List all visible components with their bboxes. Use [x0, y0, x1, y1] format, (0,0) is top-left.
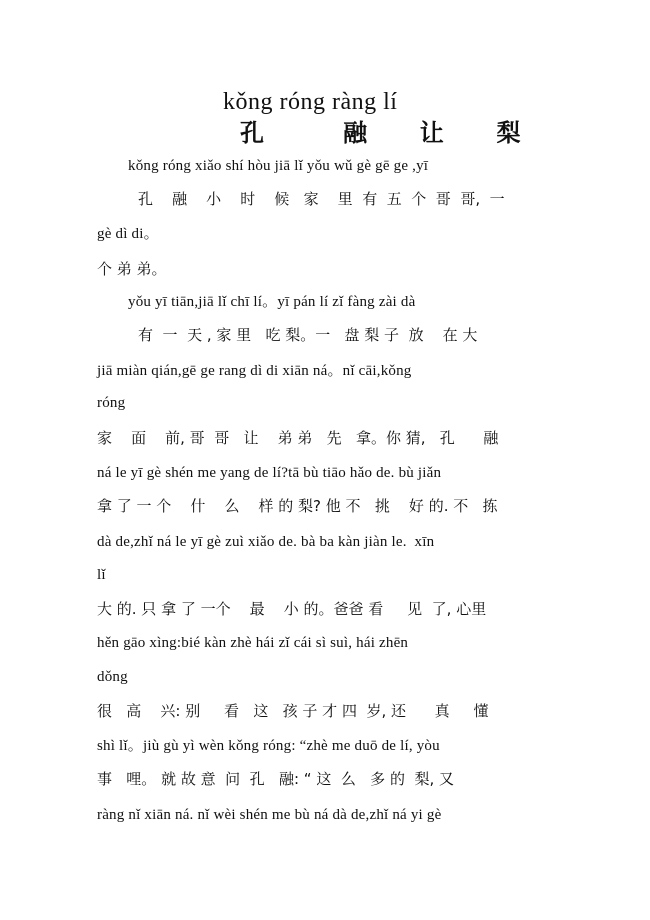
text-line-pinyin: ná le yī gè shén me yang de lí?tā bù tiāo hǎo de. bù jiǎn: [97, 465, 442, 481]
text-line-pinyin: kǒng róng xiǎo shí hòu jiā lǐ yǒu wǔ gè gē ge ,yī: [128, 158, 429, 174]
text-line-pinyin: dà de,zhǐ ná le yī gè zuì xiǎo de. bà ba kàn jiàn le. xīn: [97, 534, 435, 550]
text-line-pinyin: ràng nǐ xiān ná. nǐ wèi shén me bù ná dà de,zhǐ ná yi gè: [97, 807, 442, 823]
text-line-hanzi: 家 面 前, 哥 哥 让 弟 弟 先 拿。你 猜, 孔 融: [97, 429, 499, 447]
text-line-hanzi: 很 高 兴: 别 看 这 孩 子 才 四 岁, 还 真 懂: [97, 702, 489, 720]
text-line-pinyin: lǐ: [97, 567, 106, 583]
text-line-hanzi: 大 的. 只 拿 了 一个 最 小 的。爸爸 看 见 了, 心里: [97, 600, 487, 618]
text-line-pinyin: dǒng: [97, 669, 128, 685]
text-line-pinyin: gè dì di。: [97, 226, 159, 242]
text-line-pinyin: jiā miàn qián,gē ge rang dì di xiān ná。nǐ cāi,kǒng: [97, 363, 412, 379]
text-line-pinyin: róng: [97, 395, 126, 411]
text-line-hanzi: 有 一 天 , 家 里 吃 梨。一 盘 梨 子 放 在 大: [138, 326, 478, 344]
text-line-pinyin: shì lǐ。jiù gù yì wèn kǒng róng: “zhè me duō de lí, yòu: [97, 738, 440, 754]
text-line-hanzi: 个 弟 弟。: [97, 260, 167, 278]
text-line-hanzi: 事 哩。 就 故 意 问 孔 融: “ 这 么 多 的 梨, 又: [97, 770, 455, 788]
text-line-hanzi: 拿 了 一 个 什 么 样 的 梨? 他 不 挑 好 的. 不 拣: [97, 497, 498, 515]
text-line-pinyin: yǒu yī tiān,jiā lǐ chī lí。yī pán lí zǐ fàng zài dà: [128, 294, 416, 310]
title-pinyin: kǒng róng ràng lí: [223, 89, 398, 115]
text-line-hanzi: 孔 融 小 时 候 家 里 有 五 个 哥 哥, 一: [138, 190, 505, 208]
title-hanzi: 孔 融 让 梨: [240, 119, 521, 147]
text-line-pinyin: hěn gāo xìng:bié kàn zhè hái zǐ cái sì suì, hái zhēn: [97, 635, 409, 651]
